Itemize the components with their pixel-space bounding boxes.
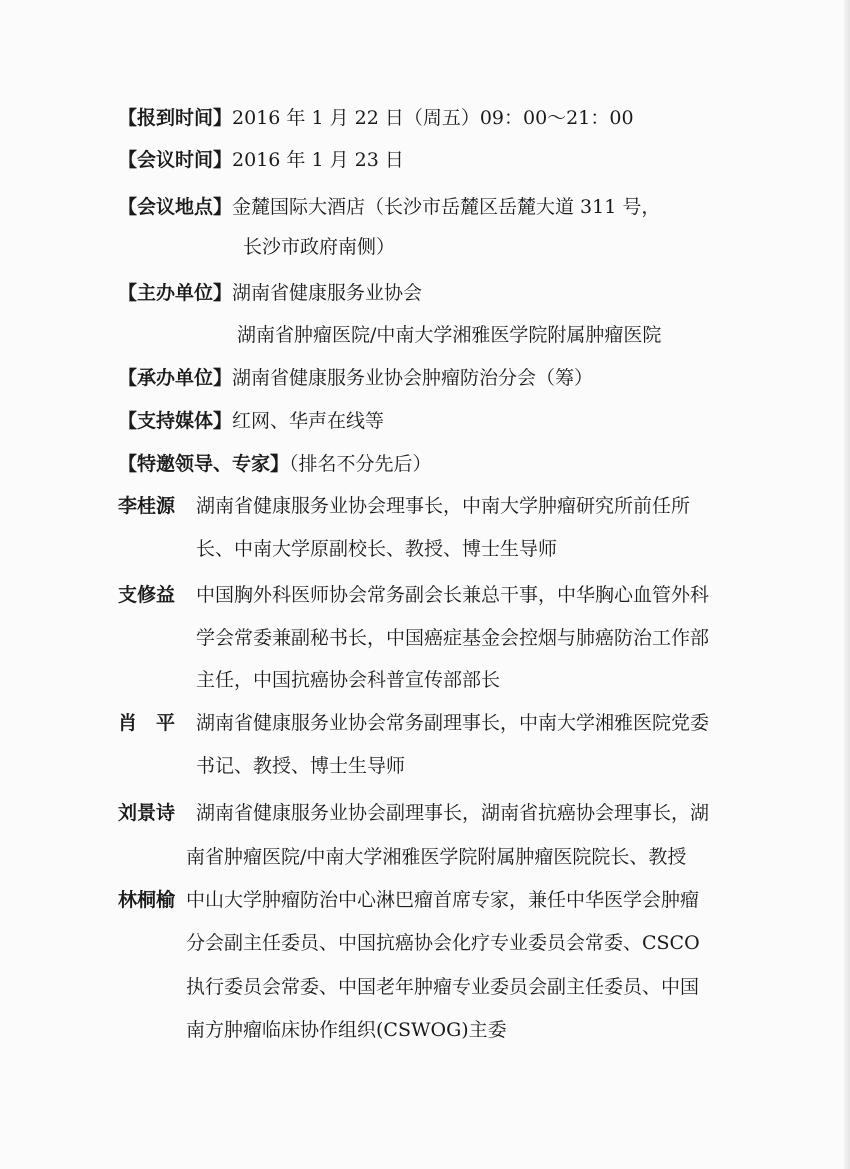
expert-name: 林桐榆	[118, 889, 176, 911]
expert-description-line: 湖南省健康服务业协会理事长，中南大学肿瘤研究所前任所	[196, 495, 691, 517]
venue-value-line-2: 长沙市政府南侧）	[243, 236, 396, 258]
host-label: 【主办单位】	[118, 282, 233, 304]
media-label: 【支持媒体】	[118, 410, 233, 432]
expert-name: 刘景诗	[118, 802, 176, 824]
expert-name: 李桂源	[118, 495, 176, 517]
media-value: 红网、华声在线等	[232, 410, 385, 432]
organizer-value: 湖南省健康服务业协会肿瘤防治分会（筹）	[232, 367, 594, 389]
media-row	[118, 409, 384, 433]
meeting-time-row	[118, 148, 404, 172]
expert-description-line: 学会常委兼副秘书长，中国癌症基金会控烟与肺癌防治工作部	[196, 627, 710, 649]
expert-description-line: 湖南省健康服务业协会常务副理事长，中南大学湘雅医院党委	[196, 712, 710, 734]
expert-description-line: 分会副主任委员、中国抗癌协会化疗专业委员会常委、CSCO	[186, 932, 700, 954]
expert-name: 肖 平	[118, 712, 176, 734]
venue-label: 【会议地点】	[118, 196, 233, 218]
expert-description-line: 南省肿瘤医院/中南大学湘雅医学院附属肿瘤医院院长、教授	[186, 846, 687, 868]
host-value-line-2: 湖南省肿瘤医院/中南大学湘雅医学院附属肿瘤医院	[237, 324, 662, 346]
host-row	[118, 281, 422, 305]
expert-description-line: 主任，中国抗癌协会科普宣传部部长	[196, 669, 501, 691]
venue-row	[118, 195, 660, 219]
organizer-label: 【承办单位】	[118, 367, 233, 389]
expert-description-line: 长、中南大学原副校长、教授、博士生导师	[196, 538, 558, 560]
expert-name: 支修益	[118, 584, 176, 606]
expert-description-line: 南方肿瘤临床协作组织(CSWOG)主委	[186, 1019, 507, 1041]
expert-description-line: 湖南省健康服务业协会副理事长，湖南省抗癌协会理事长，湖	[196, 802, 710, 824]
checkin-label: 【报到时间】	[118, 107, 233, 129]
expert-description-line: 书记、教授、博士生导师	[196, 755, 406, 777]
checkin-row	[118, 106, 634, 130]
meeting-time-label: 【会议时间】	[118, 149, 233, 171]
checkin-value: 2016 年 1 月 22 日（周五）09：00～21：00	[232, 107, 634, 129]
guests-label: 【特邀领导、专家】	[118, 453, 290, 475]
host-value-line-1: 湖南省健康服务业协会	[232, 282, 423, 304]
expert-description-line: 中国胸外科医师协会常务副会长兼总干事，中华胸心血管外科	[196, 584, 710, 606]
organizer-row	[118, 366, 593, 390]
venue-value-line-1: 金麓国际大酒店（长沙市岳麓区岳麓大道 311 号，	[232, 196, 661, 218]
page-edge-shadow	[844, 0, 850, 1169]
expert-description-line: 执行委员会常委、中国老年肿瘤专业委员会副主任委员、中国	[186, 976, 700, 998]
guests-note: （排名不分先后）	[289, 453, 432, 475]
meeting-time-value: 2016 年 1 月 23 日	[232, 149, 404, 171]
guests-row	[118, 452, 432, 476]
expert-description-line: 中山大学肿瘤防治中心淋巴瘤首席专家，兼任中华医学会肿瘤	[186, 889, 700, 911]
